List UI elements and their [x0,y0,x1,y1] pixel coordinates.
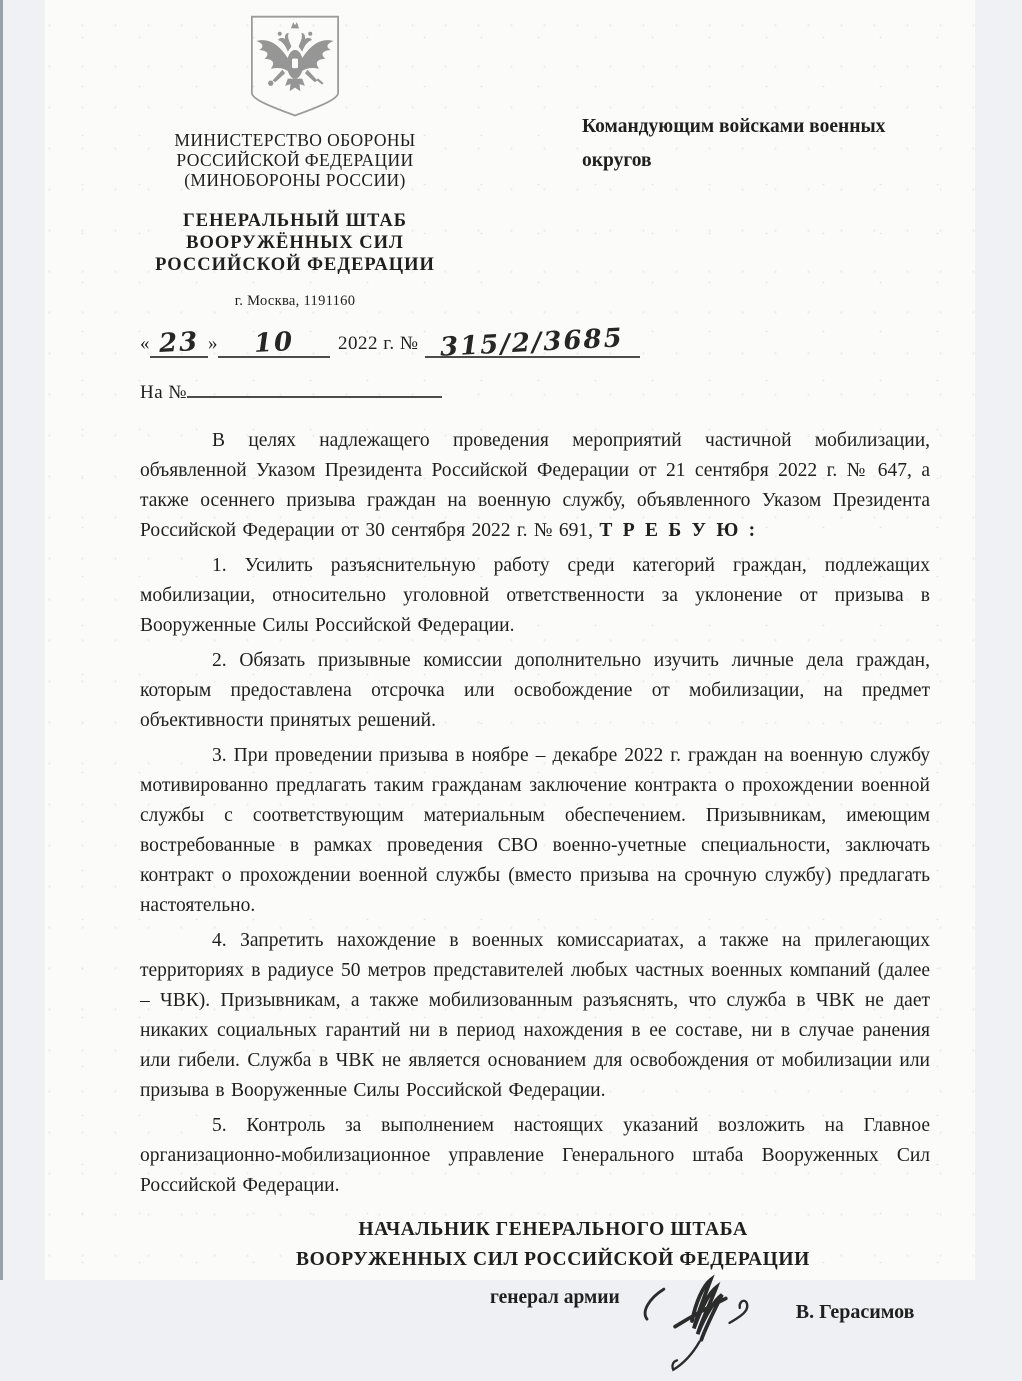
close-quote: » [208,333,218,354]
signatory-title-line: НАЧАЛЬНИК ГЕНЕРАЛЬНОГО ШТАБА [358,1219,748,1240]
handwritten-month: 10 [253,326,295,360]
reference-label: На № [140,382,188,403]
photo-right-margin [975,0,1022,1280]
reference-row [140,366,930,404]
handwritten-day: 23 [158,326,200,360]
letterhead-left-column [140,14,450,310]
coat-of-arms-icon [241,14,349,120]
signatory-rank: генерал армии [490,1287,620,1308]
city-postal-line: г. Москва, 1191160 [234,293,356,309]
date-number-row [140,323,930,363]
reference-blank [187,366,442,398]
letter-body [140,426,930,1201]
directive-paragraph-5: 5. Контроль за выполнением настоящих указаний возложить на Главное организационно-мобилизационное управление Генерального штаба Вооруженных Сил Российской Федерации. [140,1115,930,1196]
intro-text: В целях надлежащего проведения мероприятий частичной мобилизации, объявленной Указом Президента Российской Федерации от 21 сентября 2022 г. № 647, а также осеннего призыва граждан на военную службу, объявленного Указом Президента Российской Федерации от 30 сентября 2022 г. № 691, [140,430,930,541]
directive-paragraph-4: 4. Запретить нахождение в военных комиссариатах, а также на прилегающих территориях в радиусе 50 метров представителей любых частных военных компаний (далее – ЧВК). Призывникам, а также мобилизованным разъяснять, что служба в ЧВК не дает никаких социальных гарантий ни в период нахождения в ее составе, ни в случае ранения или гибели. Служба в ЧВК не является основанием для освобождения от мобилизации или призыва в Вооруженные Силы Российской Федерации. [140,930,930,1101]
year-number-label: 2022 г. № [338,333,419,354]
month-blank [218,326,330,358]
addressee: Командующим войсками военных округов [582,116,886,171]
signature-row [140,1275,930,1381]
staff-line: ВООРУЖЁННЫХ СИЛ [186,233,404,253]
intro-paragraph [140,426,930,546]
directive-paragraph-1: 1. Усилить разъяснительную работу среди категорий граждан, подлежащих мобилизации, относительно уголовной ответственности за уклонение от призыва в Вооруженные Силы Российской Федерации. [140,555,930,636]
ministry-line: (МИНОБОРОНЫ РОССИИ) [184,170,406,190]
ministry-line: МИНИСТЕРСТВО ОБОРОНЫ [174,130,416,150]
number-blank [425,323,640,363]
open-quote: « [140,333,150,354]
directive-paragraph-2: 2. Обязать призывные комиссии дополнительно изучить личные дела граждан, которым предоставлена отсрочка или освобождение от мобилизации, на предмет объективности принятых решений. [140,650,930,731]
staff-line: ГЕНЕРАЛЬНЫЙ ШТАБ [182,211,408,231]
directive-paragraph-3: 3. При проведении призыва в ноябре – декабре 2022 г. граждан на военную службу мотивированно предлагать таким гражданам заключение контракта о прохождении военной службы с соответствующим материальным обеспечением. Призывникам, имеющим востребованные в рамках проведения СВО военно-учетные специальности, заключать контракт о прохождении военной службы (вместо призыва на срочную службу) предлагать настоятельно. [140,745,930,916]
photo-left-margin [0,0,45,1280]
demand-keyword: Т Р Е Б У Ю : [599,520,758,541]
signatory-title [140,1215,930,1275]
ministry-line: РОССИЙСКОЙ ФЕДЕРАЦИИ [176,150,414,170]
document-page [45,0,975,1323]
signature-icon [632,1261,782,1381]
general-staff-name [140,210,450,276]
staff-line: РОССИЙСКОЙ ФЕДЕРАЦИИ [155,255,435,275]
signatory-title-line: ВООРУЖЕННЫХ СИЛ РОССИЙСКОЙ ФЕДЕРАЦИИ [296,1249,810,1270]
letterhead [140,14,930,310]
signatory-name: В. Герасимов [795,1301,915,1323]
ministry-name [140,130,450,190]
handwritten-document-number: 315/2/3685 [439,323,625,363]
day-blank [150,326,208,358]
